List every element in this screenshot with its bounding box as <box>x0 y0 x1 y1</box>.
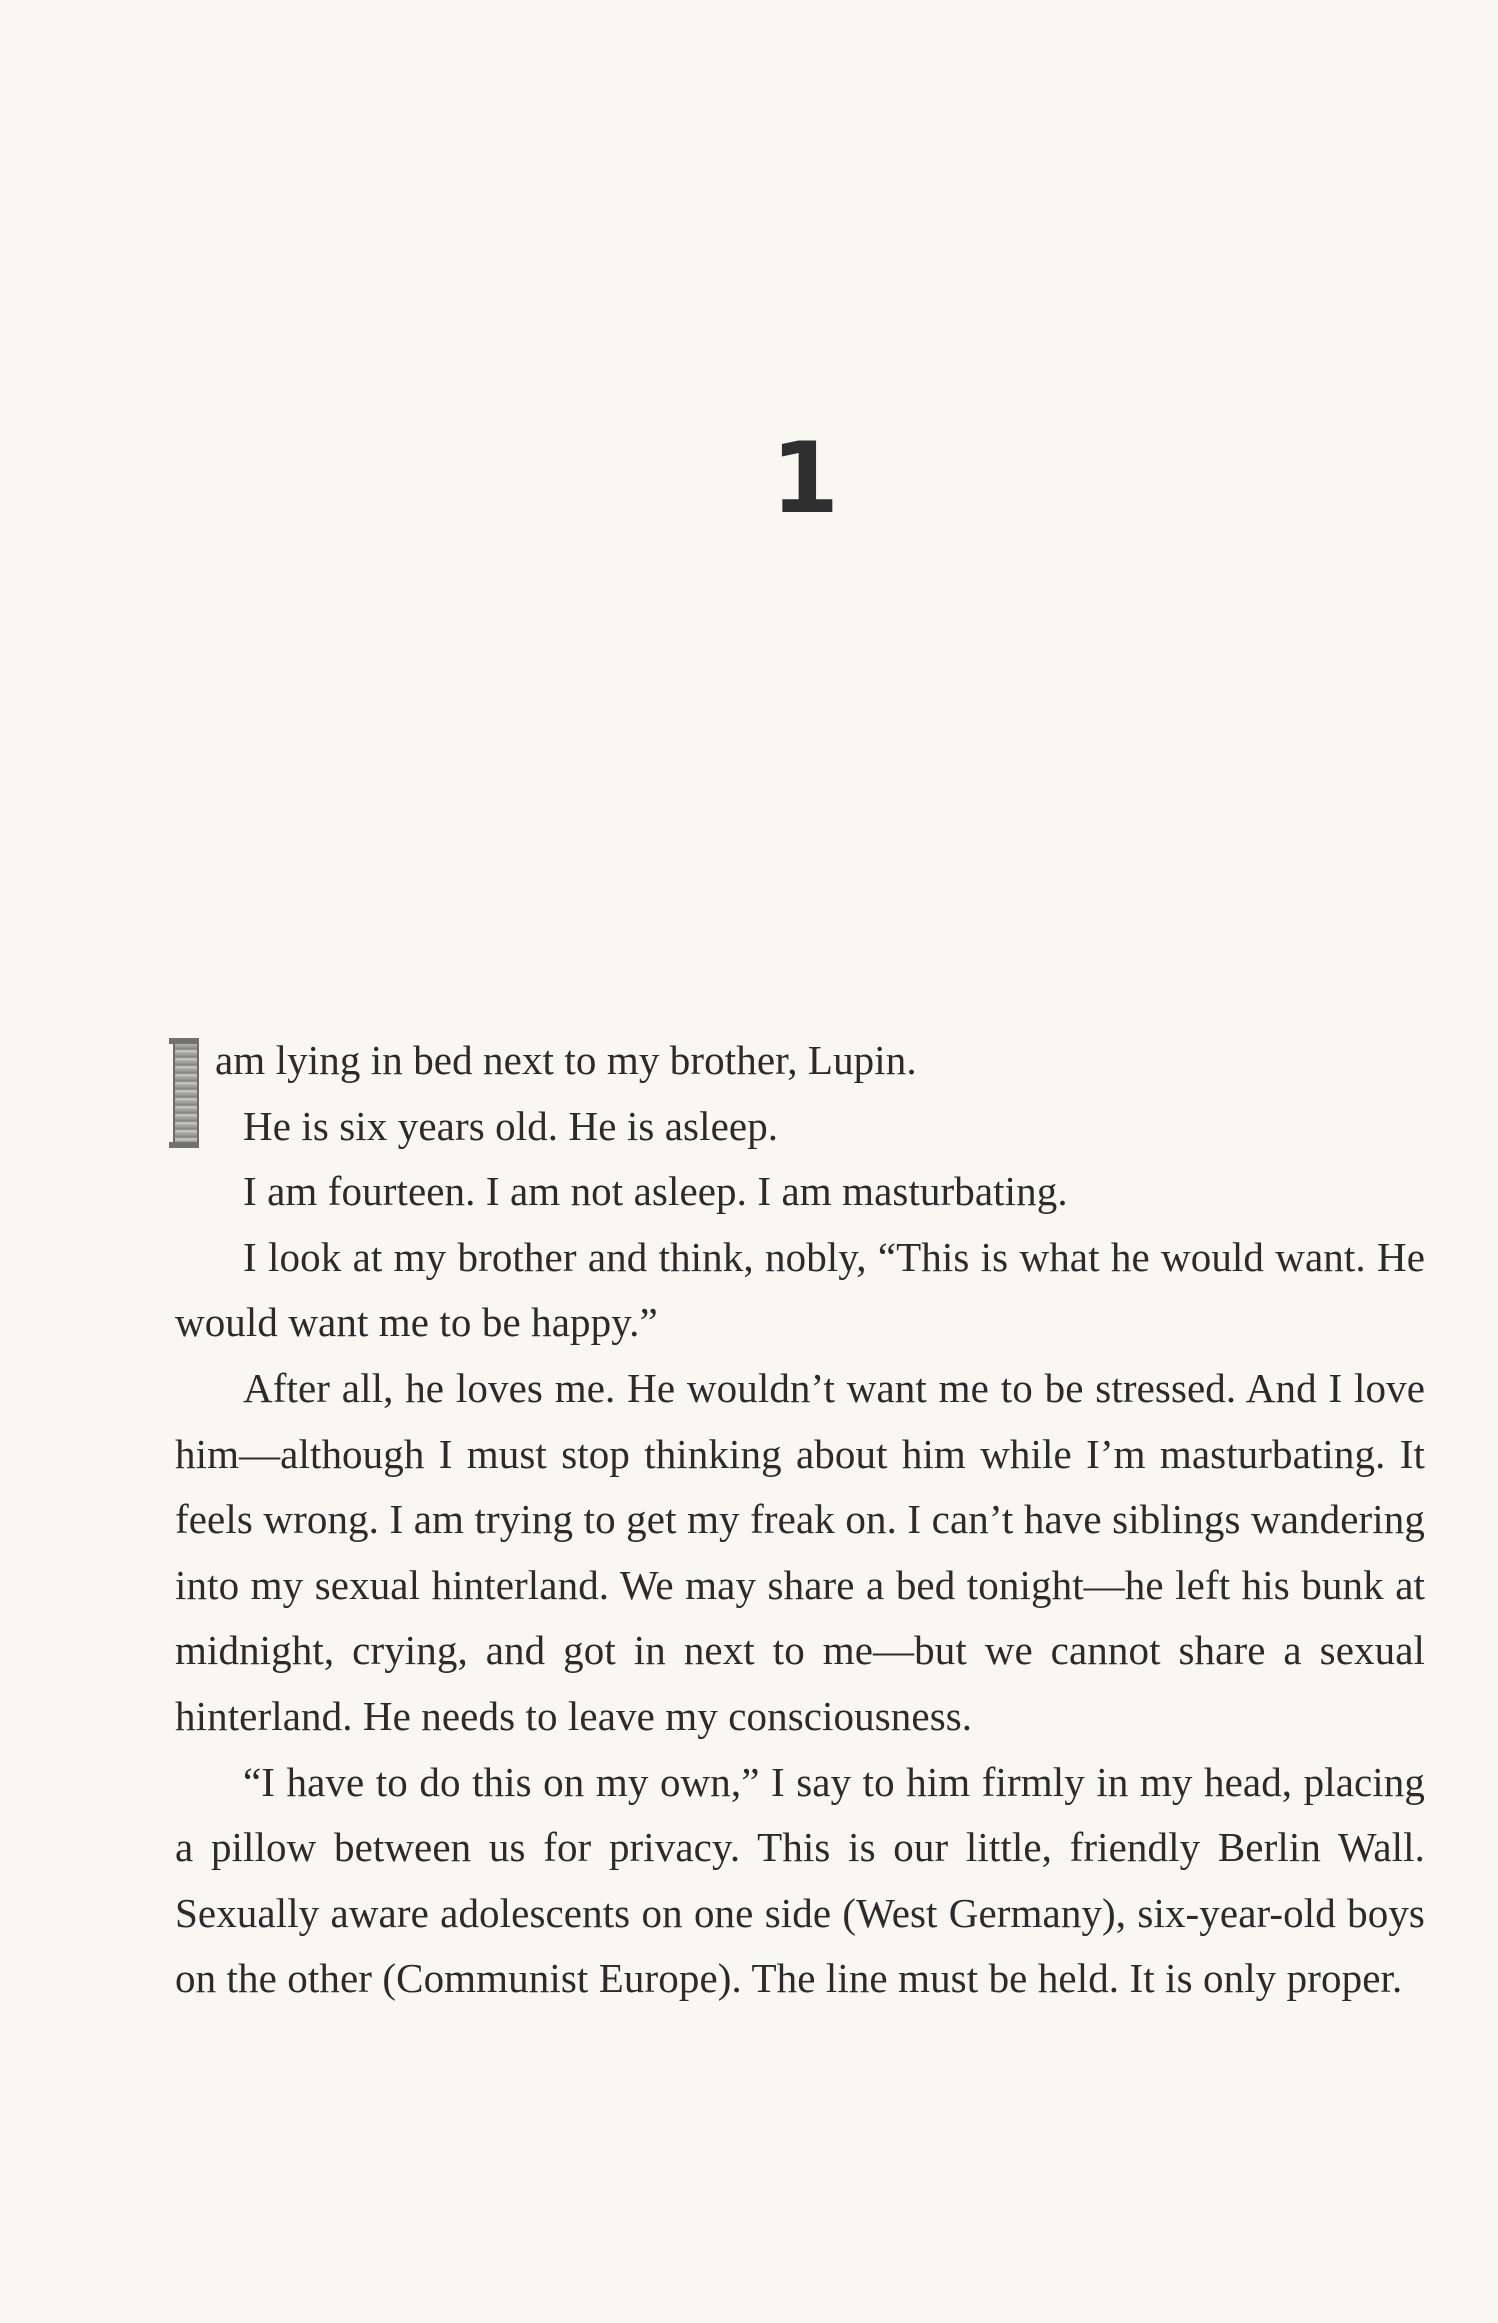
paragraph-1-text: am lying in bed next to my brother, Lupin. <box>215 1037 917 1083</box>
paragraph-6: “I have to do this on my own,” I say to him firmly in my head, placing a pillow between us for privacy. This is our little, friendly Berlin Wall. Sexually aware adolescents on one side (West Germany), six-year-old boys on the other (Communist Europe). The line must be held. It is only proper. <box>175 1758 1425 2002</box>
chapter-number: 1 <box>770 422 840 536</box>
drop-cap-ornament <box>173 1038 199 1148</box>
paragraph-1 <box>175 1028 1425 1094</box>
paragraph-2: He is six years old. He is asleep. <box>243 1102 779 1149</box>
paragraph-5: After all, he loves me. He wouldn’t want me to be stressed. And I love him—although I must stop thinking about him while I’m masturbating. It feels wrong. I am trying to get my freak on. I can’t have siblings wandering into my sexual hinterland. We may share a bed tonight—he left his bunk at midnight, crying, and got in next to me—but we cannot share a sexual hinterland. He needs to leave my consciousness. <box>175 1364 1425 1739</box>
chapter-body <box>175 1028 1425 2012</box>
paragraph-3: I am fourteen. I am not asleep. I am masturbating. <box>243 1168 1068 1215</box>
paragraph-4: I look at my brother and think, nobly, “This is what he would want. He would want me to be happy.” <box>175 1233 1425 1346</box>
